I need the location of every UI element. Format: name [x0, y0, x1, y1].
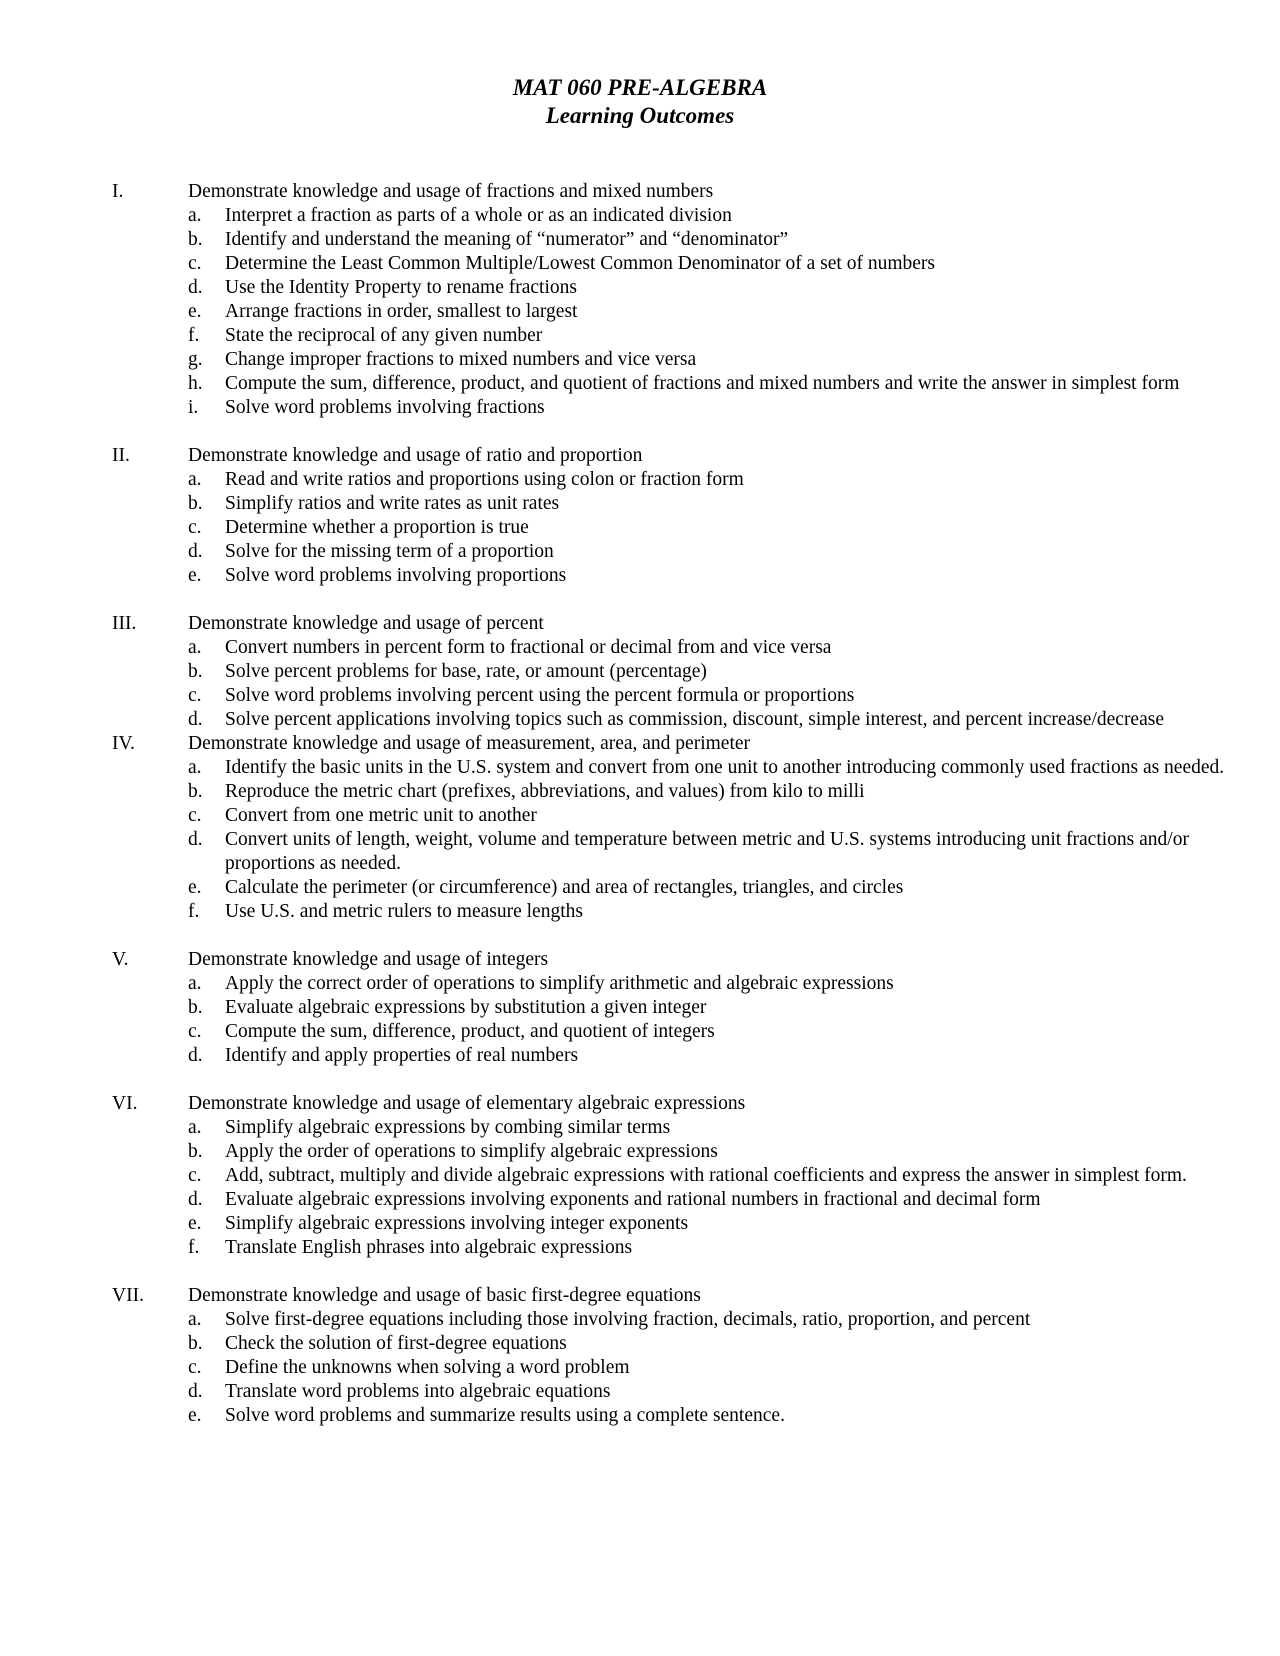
item-letter: e.	[188, 565, 202, 586]
outcome-item	[188, 324, 1240, 348]
outcome-items	[188, 756, 1280, 924]
outcome-section	[0, 1284, 1280, 1428]
item-letter: c.	[188, 805, 202, 826]
item-text: Define the unknowns when solving a word problem	[225, 1357, 630, 1378]
outcome-item	[188, 492, 1240, 516]
item-letter: d.	[188, 829, 203, 850]
item-text: Convert from one metric unit to another	[225, 805, 537, 826]
outcome-item	[188, 348, 1240, 372]
outcome-item	[188, 1236, 1240, 1260]
section-numeral: VI.	[112, 1093, 138, 1114]
outcome-section	[0, 1092, 1280, 1260]
item-letter: c.	[188, 253, 202, 274]
item-letter: f.	[188, 325, 200, 346]
outcome-item	[188, 1020, 1240, 1044]
section-heading: Demonstrate knowledge and usage of ratio and proportion	[188, 445, 643, 466]
item-letter: d.	[188, 709, 203, 730]
outcome-item	[188, 996, 1240, 1020]
section-numeral: IV.	[112, 733, 135, 754]
item-letter: d.	[188, 1189, 203, 1210]
document-title: MAT 060 PRE-ALGEBRA	[512, 75, 768, 100]
item-text: Simplify ratios and write rates as unit rates	[225, 493, 560, 514]
outcome-item	[188, 396, 1240, 420]
item-text: Simplify algebraic expressions involving integer exponents	[225, 1213, 689, 1234]
item-text: Identify the basic units in the U.S. system and convert from one unit to another introducing commonly used fractions as needed.	[225, 757, 1225, 778]
item-letter: d.	[188, 1045, 203, 1066]
outcome-item	[188, 1044, 1240, 1068]
outcome-item	[188, 684, 1240, 708]
section-numeral: VII.	[112, 1285, 144, 1306]
item-text: Apply the order of operations to simplify algebraic expressions	[225, 1141, 718, 1162]
outcome-item	[188, 1116, 1240, 1140]
document-subtitle: Learning Outcomes	[545, 103, 735, 128]
item-letter: a.	[188, 469, 202, 490]
item-letter: e.	[188, 1405, 202, 1426]
outcome-item	[188, 468, 1240, 492]
item-text: Solve word problems involving proportions	[225, 565, 567, 586]
item-letter: c.	[188, 1357, 202, 1378]
section-numeral: II.	[112, 445, 130, 466]
item-text: Determine whether a proportion is true	[225, 517, 529, 538]
outcome-item	[188, 660, 1240, 684]
learning-outcomes-list	[0, 180, 1280, 1428]
item-text: Identify and apply properties of real numbers	[225, 1045, 579, 1066]
outcome-items	[188, 468, 1280, 588]
outcome-item	[188, 204, 1240, 228]
outcome-item	[188, 828, 1240, 876]
outcome-section	[0, 732, 1280, 924]
item-text: Solve for the missing term of a proportion	[225, 541, 554, 562]
item-text: Solve percent applications involving topics such as commission, discount, simple interest, and percent increase/decrease	[225, 709, 1164, 730]
outcome-item	[188, 708, 1240, 732]
item-letter: c.	[188, 1165, 202, 1186]
section-numeral: V.	[112, 949, 129, 970]
item-text: Solve first-degree equations including those involving fraction, decimals, ratio, proportion, and percent	[225, 1309, 1031, 1330]
section-heading: Demonstrate knowledge and usage of elementary algebraic expressions	[188, 1093, 746, 1114]
outcome-item	[188, 300, 1240, 324]
outcome-item	[188, 564, 1240, 588]
outcome-items	[188, 1308, 1280, 1428]
section-numeral: III.	[112, 613, 137, 634]
item-text: Change improper fractions to mixed numbers and vice versa	[225, 349, 697, 370]
outcome-item	[188, 372, 1240, 396]
outcome-items	[188, 204, 1280, 420]
item-letter: a.	[188, 973, 202, 994]
item-letter: e.	[188, 877, 202, 898]
item-text: Simplify algebraic expressions by combing similar terms	[225, 1117, 671, 1138]
item-text: Interpret a fraction as parts of a whole or as an indicated division	[225, 205, 732, 226]
item-text: Convert units of length, weight, volume and temperature between metric and U.S. systems introducing unit fractions and/or proportions as needed.	[225, 829, 1189, 874]
outcome-items	[188, 972, 1280, 1068]
outcome-item	[188, 780, 1240, 804]
outcome-section	[0, 180, 1280, 420]
item-letter: c.	[188, 1021, 202, 1042]
outcome-section	[0, 948, 1280, 1068]
item-letter: e.	[188, 301, 202, 322]
outcome-item	[188, 1404, 1240, 1428]
outcome-items	[188, 1116, 1280, 1260]
section-heading: Demonstrate knowledge and usage of percent	[188, 613, 544, 634]
item-letter: e.	[188, 1213, 202, 1234]
item-letter: c.	[188, 517, 202, 538]
outcome-section	[0, 444, 1280, 588]
item-text: Reproduce the metric chart (prefixes, abbreviations, and values) from kilo to milli	[225, 781, 865, 802]
item-letter: d.	[188, 277, 203, 298]
item-letter: b.	[188, 1141, 203, 1162]
item-letter: a.	[188, 637, 202, 658]
item-letter: g.	[188, 349, 203, 370]
outcome-items	[188, 636, 1280, 732]
outcome-item	[188, 804, 1240, 828]
item-text: Read and write ratios and proportions using colon or fraction form	[225, 469, 744, 490]
item-letter: a.	[188, 1117, 202, 1138]
outcome-item	[188, 1380, 1240, 1404]
outcome-item	[188, 1308, 1240, 1332]
item-letter: a.	[188, 1309, 202, 1330]
item-text: Compute the sum, difference, product, and quotient of fractions and mixed numbers and write the answer in simplest form	[225, 373, 1180, 394]
item-text: Solve percent problems for base, rate, or amount (percentage)	[225, 661, 707, 682]
item-text: State the reciprocal of any given number	[225, 325, 543, 346]
item-text: Use U.S. and metric rulers to measure lengths	[225, 901, 583, 922]
item-text: Compute the sum, difference, product, and quotient of integers	[225, 1021, 715, 1042]
outcome-item	[188, 1212, 1240, 1236]
item-letter: f.	[188, 901, 200, 922]
outcome-item	[188, 516, 1240, 540]
item-text: Apply the correct order of operations to simplify arithmetic and algebraic expressions	[225, 973, 894, 994]
outcome-item	[188, 900, 1240, 924]
outcome-item	[188, 276, 1240, 300]
outcome-item	[188, 1356, 1240, 1380]
section-heading: Demonstrate knowledge and usage of measurement, area, and perimeter	[188, 733, 751, 754]
outcome-item	[188, 1332, 1240, 1356]
item-letter: a.	[188, 757, 202, 778]
outcome-section	[0, 612, 1280, 732]
item-letter: h.	[188, 373, 203, 394]
item-text: Solve word problems involving percent using the percent formula or proportions	[225, 685, 855, 706]
item-letter: d.	[188, 541, 203, 562]
item-letter: b.	[188, 493, 203, 514]
item-text: Check the solution of first-degree equations	[225, 1333, 567, 1354]
item-text: Solve word problems involving fractions	[225, 397, 545, 418]
section-heading: Demonstrate knowledge and usage of fractions and mixed numbers	[188, 181, 714, 202]
item-text: Use the Identity Property to rename fractions	[225, 277, 577, 298]
item-letter: a.	[188, 205, 202, 226]
item-letter: b.	[188, 997, 203, 1018]
outcome-item	[188, 1164, 1240, 1188]
item-text: Calculate the perimeter (or circumference) and area of rectangles, triangles, and circles	[225, 877, 904, 898]
item-letter: c.	[188, 685, 202, 706]
outcome-item	[188, 1140, 1240, 1164]
title-block	[0, 74, 1280, 130]
outcome-item	[188, 756, 1240, 780]
item-letter: d.	[188, 1381, 203, 1402]
section-numeral: I.	[112, 181, 124, 202]
outcome-item	[188, 972, 1240, 996]
item-letter: b.	[188, 781, 203, 802]
outcome-item	[188, 228, 1240, 252]
item-letter: b.	[188, 661, 203, 682]
item-letter: i.	[188, 397, 199, 418]
item-text: Add, subtract, multiply and divide algebraic expressions with rational coefficients and express the answer in simplest form.	[225, 1165, 1187, 1186]
outcome-item	[188, 876, 1240, 900]
item-text: Translate word problems into algebraic equations	[225, 1381, 611, 1402]
item-letter: b.	[188, 229, 203, 250]
item-text: Determine the Least Common Multiple/Lowest Common Denominator of a set of numbers	[225, 253, 935, 274]
item-text: Translate English phrases into algebraic expressions	[225, 1237, 633, 1258]
item-text: Evaluate algebraic expressions by substitution a given integer	[225, 997, 707, 1018]
section-heading: Demonstrate knowledge and usage of basic first-degree equations	[188, 1285, 701, 1306]
item-text: Solve word problems and summarize results using a complete sentence.	[225, 1405, 785, 1426]
outcome-item	[188, 636, 1240, 660]
section-heading: Demonstrate knowledge and usage of integers	[188, 949, 549, 970]
outcome-item	[188, 252, 1240, 276]
item-letter: b.	[188, 1333, 203, 1354]
outcome-item	[188, 1188, 1240, 1212]
item-text: Convert numbers in percent form to fractional or decimal from and vice versa	[225, 637, 832, 658]
item-text: Evaluate algebraic expressions involving exponents and rational numbers in fractional and decimal form	[225, 1189, 1041, 1210]
outcome-item	[188, 540, 1240, 564]
item-text: Identify and understand the meaning of “numerator” and “denominator”	[225, 229, 789, 250]
item-text: Arrange fractions in order, smallest to largest	[225, 301, 578, 322]
item-letter: f.	[188, 1237, 200, 1258]
